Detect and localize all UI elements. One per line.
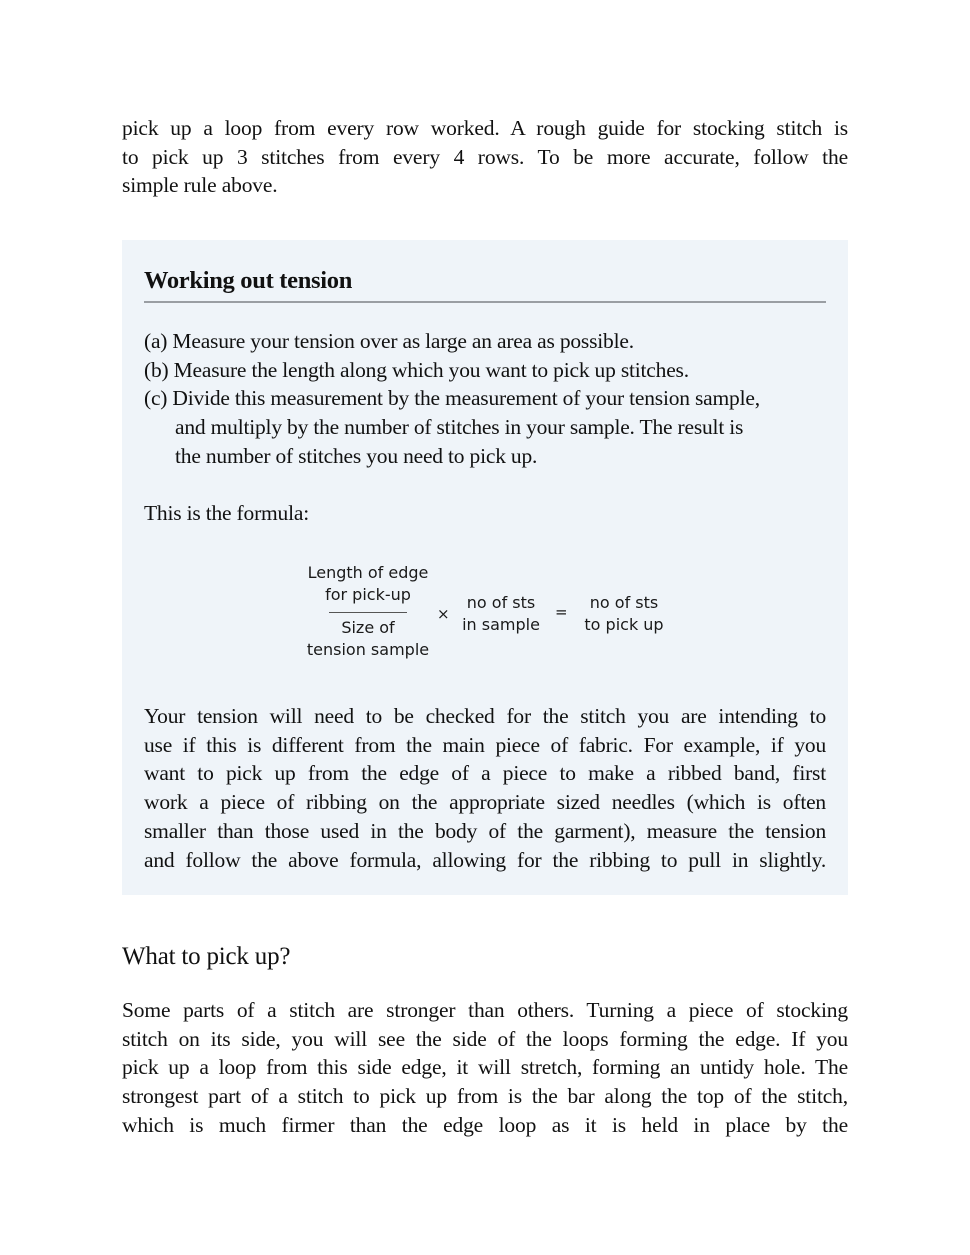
step-c-continued: the number of stitches you need to pick up. [175, 443, 538, 468]
text-line: which is much firmer than the edge loop as it is held in place by the [122, 1112, 848, 1137]
step-b: (b) Measure the length along which you want to pick up stitches. [144, 357, 689, 382]
text-line: use if this is different from the main piece of fabric. For example, if you [144, 732, 826, 757]
multiplier-line: no of sts [466, 593, 536, 612]
equals-sign: = [555, 603, 568, 621]
formula-fraction [300, 562, 436, 661]
result-line: to pick up [584, 615, 664, 634]
denominator-line: Size of [341, 618, 395, 637]
steps-list [144, 327, 834, 471]
section-heading: What to pick up? [122, 943, 291, 970]
text-line: want to pick up from the edge of a piece to make a ribbed band, first [144, 761, 826, 786]
text-line: simple rule above. [122, 173, 278, 198]
pickup-formula [290, 562, 690, 672]
text-line: to pick up 3 stitches from every 4 rows. To be more accurate, follow the [122, 144, 848, 169]
sidebar-title: Working out tension [144, 264, 826, 303]
text-line: stitch on its side, you will see the side of the loops forming the edge. If you [122, 1026, 848, 1051]
sidebar-body-paragraph [144, 702, 826, 874]
text-line: smaller than those used in the body of the garment), measure the tension [144, 818, 826, 843]
text-line: Your tension will need to be checked for the stitch you are intending to [144, 704, 826, 728]
numerator-line: Length of edge [307, 563, 429, 582]
text-line: Some parts of a stitch are stronger than others. Turning a piece of stocking [122, 998, 848, 1022]
step-c-continued: and multiply by the number of stitches in your sample. The result is [175, 415, 744, 440]
tension-sidebar-box [122, 240, 848, 895]
text-line: pick up a loop from every row worked. A rough guide for stocking stitch is [122, 116, 848, 140]
numerator-line: for pick-up [325, 585, 411, 604]
formula-multiplier [446, 592, 556, 636]
step-a: (a) Measure your tension over as large an area as possible. [144, 329, 634, 353]
multiplier-line: in sample [462, 615, 540, 634]
result-line: no of sts [589, 593, 659, 612]
text-line: pick up a loop from this side edge, it will stretch, forming an untidy hole. The [122, 1055, 848, 1080]
denominator-line: tension sample [306, 640, 430, 659]
text-line: strongest part of a stitch to pick up from is the bar along the top of the stitch, [122, 1084, 848, 1109]
section-paragraph [122, 996, 848, 1140]
text-line: work a piece of ribbing on the appropriate sized needles (which is often [144, 790, 826, 815]
fraction-bar [329, 612, 407, 613]
formula-result [569, 592, 679, 636]
step-c: (c) Divide this measurement by the measurement of your tension sample, [144, 386, 760, 411]
intro-paragraph [122, 114, 848, 200]
formula-intro: This is the formula: [144, 501, 309, 525]
text-line: and follow the above formula, allowing for the ribbing to pull in slightly. [144, 847, 826, 872]
times-sign: × [437, 605, 450, 623]
